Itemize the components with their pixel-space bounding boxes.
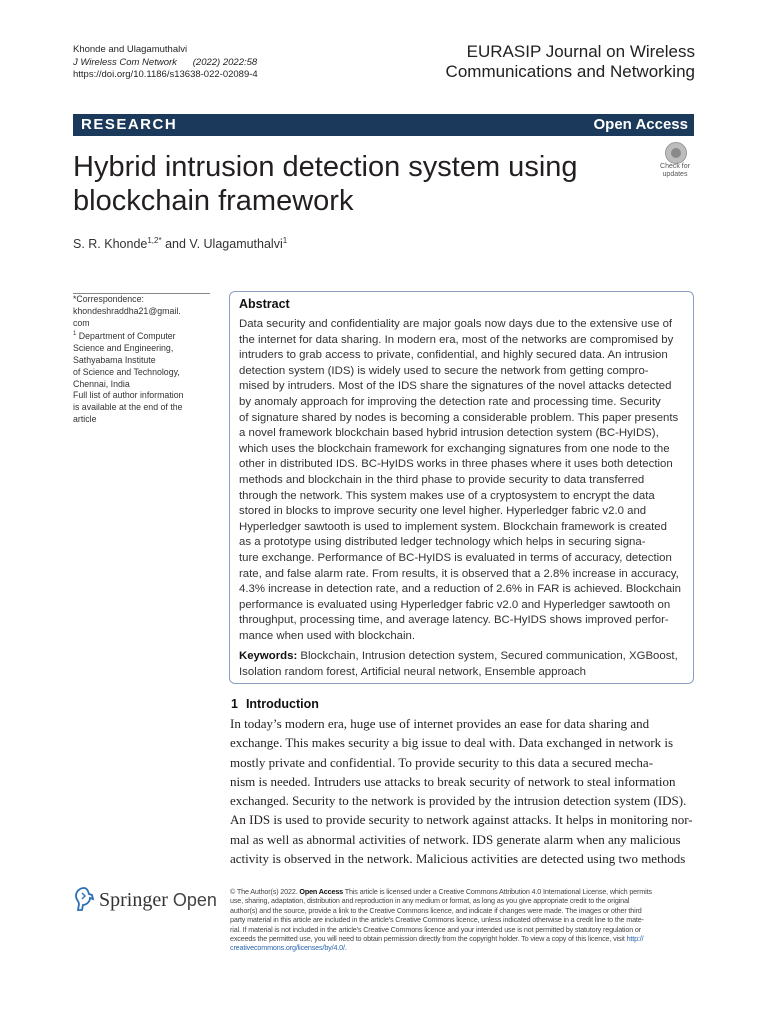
header-authors: Khonde and Ulagamuthalvi	[73, 44, 188, 55]
publisher-open: Open	[172, 890, 217, 910]
author-info-note: Full list of author information is available at the end of the article	[73, 390, 184, 424]
correspondence-sidebar: *Correspondence: khondeshraddha21@gmail. com $^1$ Department of Computer Science and Engineering, Sathyabama Institute of Science and Technology, Chennai, India Full list of author information is available at the end of the article	[73, 294, 213, 426]
doi-link[interactable]: https://doi.org/10.1186/s13638-022-02089-4	[73, 69, 258, 80]
license-link-cont[interactable]: creativecommons.org/licenses/by/4.0/	[230, 943, 345, 953]
abstract-heading: Abstract	[239, 297, 290, 311]
author-1[interactable]: S. R. Khonde	[73, 237, 148, 252]
section-heading-introduction: 1 Introduction	[231, 697, 319, 711]
affiliation: $^1$ Department of Computer Science and Engineering, Sathyabama Institute of Science and Technology, Chennai, India	[73, 331, 180, 389]
license-notice: © The Author(s) 2022. Open Access This article is licensed under a Creative Commons Attribution 4.0 International License, which permits use, sharing, adaptation, distribution and reproduction in any medium or format, as long as you give appropriate credit to the original author(s) and the source, provide a link to the Creative Commons licence, and indicate if changes were made. The images or other third party material in this article are included in the article’s Creative Commons licence, unless indicated otherwise in a credit line to the mate- rial. If material is not included in the article’s Creative Commons licence and your intended use is not permitted by statutory regulation or exceeds the permitted use, you will need to obtain permission directly from the copyright holder. To view a copy of this licence, visit http:// creativecommons.org/licenses/by/4.0/.	[230, 887, 652, 953]
open-access-label: Open Access	[593, 116, 688, 133]
keywords: Keywords: Blockchain, Intrusion detection system, Secured communication, XGBoost, Isolation random forest, Artificial neural network, Ensemble approach	[239, 650, 678, 678]
journal-abbrev: J Wireless Com Network	[73, 56, 177, 68]
license-link[interactable]: http://	[626, 934, 644, 944]
correspondence-email[interactable]: khondeshraddha21@gmail. com	[73, 305, 181, 328]
section-banner	[73, 114, 694, 136]
check-for-updates-icon[interactable]: Check for updates	[656, 142, 694, 180]
year-page: (2022) 2022:58	[192, 56, 258, 68]
journal-name: EURASIP Journal on Wireless Communications and Networking	[445, 42, 695, 81]
springer-horse-icon	[73, 886, 95, 912]
header-citation	[73, 57, 258, 70]
springer-open-logo[interactable]	[73, 886, 223, 916]
publisher-name: Springer	[99, 889, 168, 911]
running-header	[73, 44, 258, 82]
author-2[interactable]: and V. Ulagamuthalvi	[161, 237, 283, 252]
article-title: Hybrid intrusion detection system using blockchain framework	[73, 151, 578, 217]
keywords-label: Keywords:	[239, 650, 298, 662]
section-label: RESEARCH	[81, 116, 178, 133]
abstract-text: Data security and confidentiality are major goals now days due to the extensive use of the internet for data sharing. In modern era, most of the networks are compromised by intruders to grab access to private, confidential, and highly secured data. An intrusion detection system (IDS) is widely used to secure the network from getting compro- mised by intruders. Most of the IDS share the signatures of the novel attacks detected by anomaly approach for improving the detection rate and processing time. Security of signature shared by nodes is becoming a considerable problem. This paper presents a novel framework blockchain based hybrid intrusion detection system (BC-HyIDS), which uses the blockchain framework for exchanging signatures from one node to the other in distributed IDS. BC-HyIDS works in three phases where it uses both detection methods and blockchain in the third phase to provide security to data transferred through the network. This system makes use of a cryptosystem to encrypt the data stored in blocks to improve security one level higher. Hyperledger fabric v2.0 and Hyperledger sawtooth is used to implement system. Blockchain framework is created as a prototype using distributed ledger technology which helps in securing signa- ture exchange. Performance of BC-HyIDS is evaluated in terms of accuracy, detection rate, and false alarm rate. From results, it is observed that a 2.8% increase in accuracy, 4.3% increase in detection rate, and a reduction of 2.6% in FAR is achieved. Blockchain performance is evaluated using Hyperledger fabric v2.0 and Hyperledger sawtooth on throughput, processing time, and average latency. BC-HyIDS shows improved perfor- mance when used with blockchain.	[239, 318, 681, 642]
author-list: S. R. Khonde$^{1,2*}$ and V. Ulagamuthalvi$^1$	[73, 236, 288, 252]
introduction-text: In today’s modern era, huge use of internet provides an ease for data sharing and exchange. This makes security a big issue to deal with. Data exchanged in network is mostly private and confidential. To provide security to this data a secured mecha- nism is needed. Intruders use attacks to break security of network to steal information exchanged. Security to the network is provided by the intrusion detection system (IDS). An IDS is used to provide security to network against attacks. It helps in monitoring nor- mal as well as abnormal activities of network. IDS generate alarm when any malicious activity is observed in the network. Malicious activities are detected using two methods	[230, 716, 693, 867]
